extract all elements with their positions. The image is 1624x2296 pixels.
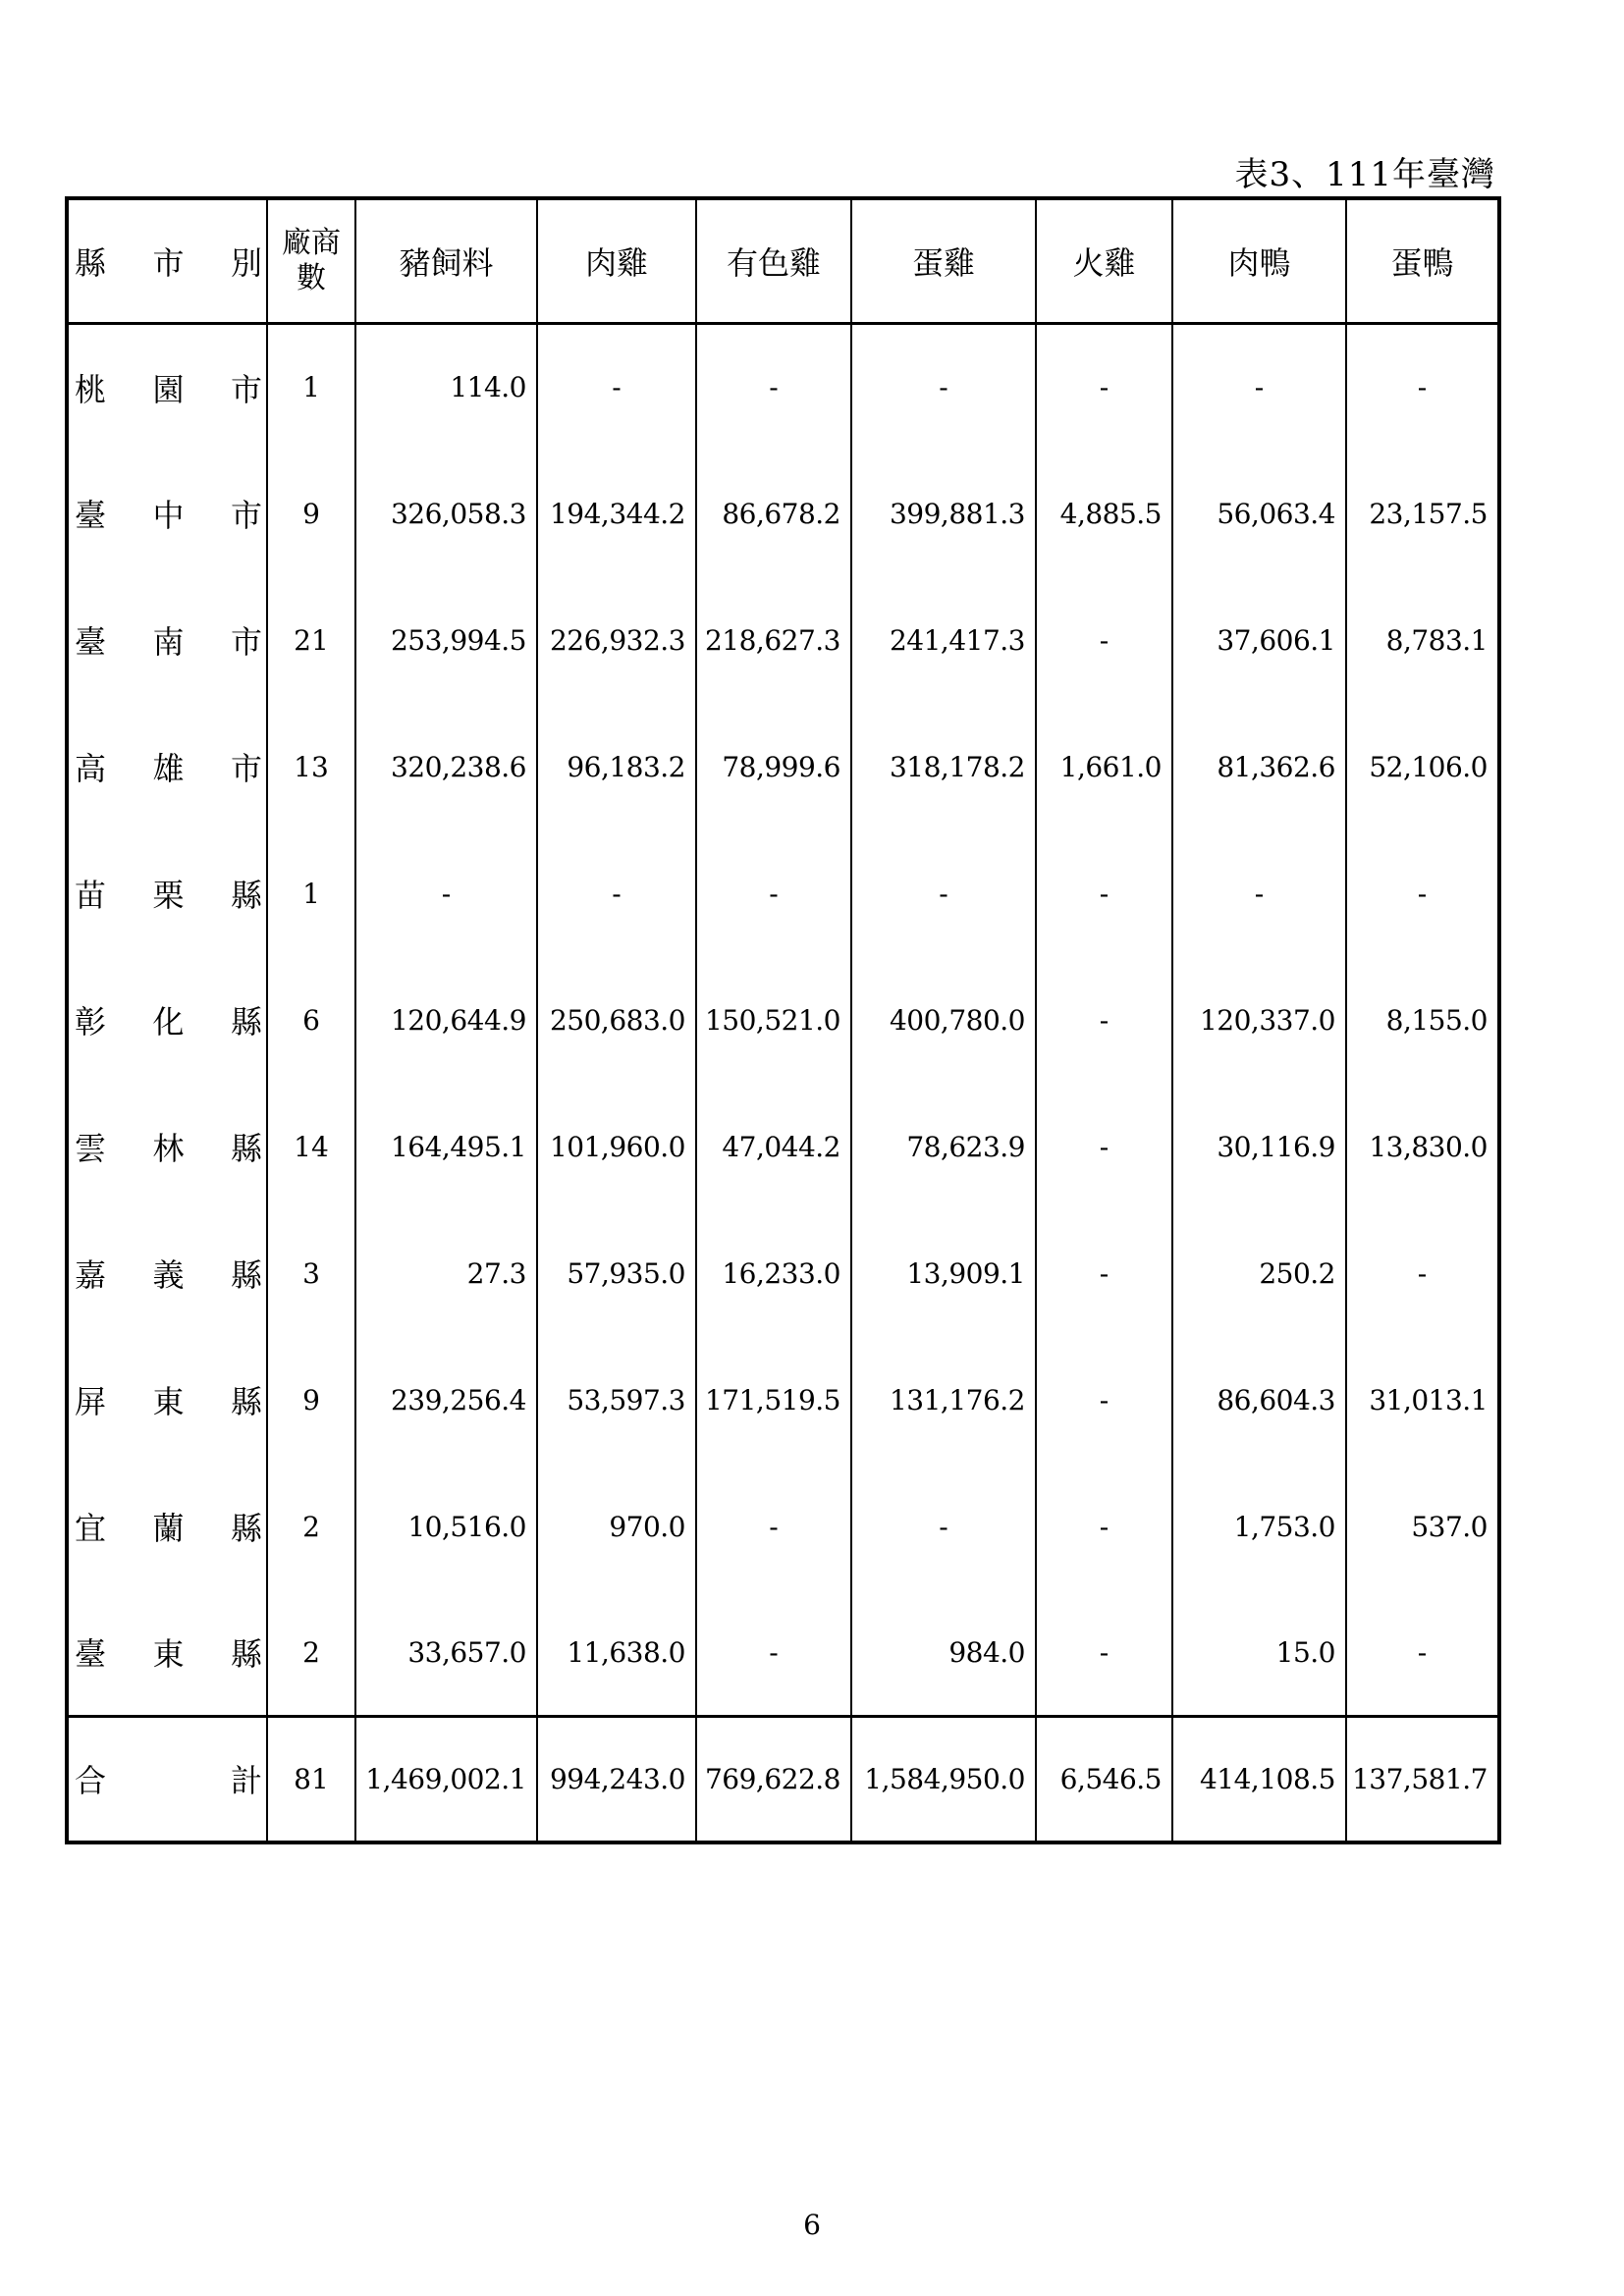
table-cell: - <box>1036 1210 1172 1337</box>
factory-count: 14 <box>267 1084 355 1210</box>
table-cell: 101,960.0 <box>537 1084 696 1210</box>
table-cell: - <box>1346 324 1499 451</box>
table-cell: 131,176.2 <box>851 1337 1036 1464</box>
table-title: 表3、111年臺灣 <box>1234 155 1495 194</box>
county-char: 臺 <box>75 1635 107 1674</box>
table-cell: - <box>1036 324 1172 451</box>
table-cell: 984.0 <box>851 1590 1036 1717</box>
table-cell: 1,753.0 <box>1172 1464 1346 1590</box>
table-cell: 226,932.3 <box>537 577 696 704</box>
table-cell: - <box>537 830 696 957</box>
county-char: 宜 <box>75 1510 107 1547</box>
table-cell: 194,344.2 <box>537 451 696 577</box>
county-char: 雲 <box>75 1130 107 1167</box>
table-cell: 218,627.3 <box>696 577 851 704</box>
table-cell: - <box>1036 1337 1172 1464</box>
county-header <box>67 198 267 324</box>
table-cell: - <box>1036 830 1172 957</box>
table-cell: 970.0 <box>537 1464 696 1590</box>
total-value: 1,469,002.1 <box>355 1717 537 1842</box>
county-char: 縣 <box>230 1003 262 1041</box>
county-char: 市 <box>230 497 262 534</box>
county-char: 東 <box>152 1383 185 1420</box>
table-cell: 400,780.0 <box>851 957 1036 1084</box>
table-cell: 537.0 <box>1346 1464 1499 1590</box>
county-name <box>67 704 267 830</box>
table-cell: - <box>1036 1590 1172 1717</box>
table-cell: 96,183.2 <box>537 704 696 830</box>
table-cell: 114.0 <box>355 324 537 451</box>
table-row <box>67 1210 1499 1337</box>
factory-count: 9 <box>267 1337 355 1464</box>
header-row <box>67 198 1499 324</box>
total-value: 137,581.7 <box>1346 1717 1499 1842</box>
factory-count: 9 <box>267 451 355 577</box>
table-cell: 27.3 <box>355 1210 537 1337</box>
county-char: 東 <box>152 1635 185 1674</box>
table-row <box>67 451 1499 577</box>
table-row <box>67 577 1499 704</box>
county-name <box>67 830 267 957</box>
table-cell: 15.0 <box>1172 1590 1346 1717</box>
county-header-char: 市 <box>152 244 185 282</box>
table-cell: 4,885.5 <box>1036 451 1172 577</box>
factory-count-header: 廠商數 <box>267 198 355 324</box>
column-header: 蛋鴨 <box>1346 198 1499 324</box>
column-header: 有色雞 <box>696 198 851 324</box>
county-char: 縣 <box>230 1256 262 1294</box>
county-char: 彰 <box>75 1003 107 1041</box>
table-row <box>67 1464 1499 1590</box>
county-char: 市 <box>230 370 262 408</box>
county-name <box>67 1590 267 1717</box>
county-name <box>67 1084 267 1210</box>
total-label-char: 合 <box>75 1762 107 1800</box>
table-cell: 120,644.9 <box>355 957 537 1084</box>
table-cell: 13,909.1 <box>851 1210 1036 1337</box>
table-cell: 320,238.6 <box>355 704 537 830</box>
county-char: 苗 <box>75 877 107 914</box>
table-cell: - <box>1172 324 1346 451</box>
factory-count: 3 <box>267 1210 355 1337</box>
table-cell: - <box>851 830 1036 957</box>
table-cell: 56,063.4 <box>1172 451 1346 577</box>
table-row <box>67 324 1499 451</box>
total-value: 994,243.0 <box>537 1717 696 1842</box>
factory-count: 6 <box>267 957 355 1084</box>
county-char: 栗 <box>152 877 185 914</box>
factory-count: 2 <box>267 1590 355 1717</box>
table-cell: - <box>355 830 537 957</box>
county-char: 園 <box>152 370 185 408</box>
total-factory-count: 81 <box>267 1717 355 1842</box>
table-row <box>67 1590 1499 1717</box>
column-header: 蛋雞 <box>851 198 1036 324</box>
county-char: 縣 <box>230 1130 262 1167</box>
county-name <box>67 451 267 577</box>
table-cell: - <box>537 324 696 451</box>
county-char: 縣 <box>230 877 262 914</box>
feed-production-table <box>65 196 1501 1844</box>
table-cell: 399,881.3 <box>851 451 1036 577</box>
table-cell: 164,495.1 <box>355 1084 537 1210</box>
total-value: 414,108.5 <box>1172 1717 1346 1842</box>
factory-count: 13 <box>267 704 355 830</box>
total-label-char: 計 <box>230 1762 262 1800</box>
county-char: 市 <box>230 750 262 787</box>
table-cell: 1,661.0 <box>1036 704 1172 830</box>
table-cell: 57,935.0 <box>537 1210 696 1337</box>
table-cell: 30,116.9 <box>1172 1084 1346 1210</box>
table-cell: - <box>696 1464 851 1590</box>
table-row <box>67 830 1499 957</box>
table-cell: - <box>1346 1210 1499 1337</box>
county-char: 高 <box>75 750 107 787</box>
table-cell: - <box>1036 1084 1172 1210</box>
factory-count: 2 <box>267 1464 355 1590</box>
county-name <box>67 324 267 451</box>
table-cell: 33,657.0 <box>355 1590 537 1717</box>
table-cell: 8,783.1 <box>1346 577 1499 704</box>
county-char: 中 <box>152 497 185 534</box>
county-char: 縣 <box>230 1635 262 1674</box>
county-char: 市 <box>230 623 262 661</box>
table-cell: 239,256.4 <box>355 1337 537 1464</box>
table-cell: 253,994.5 <box>355 577 537 704</box>
table-cell: 16,233.0 <box>696 1210 851 1337</box>
total-value: 769,622.8 <box>696 1717 851 1842</box>
table-cell: 318,178.2 <box>851 704 1036 830</box>
county-char: 南 <box>152 623 185 661</box>
table-cell: 10,516.0 <box>355 1464 537 1590</box>
table-cell: - <box>696 1590 851 1717</box>
table-cell: 47,044.2 <box>696 1084 851 1210</box>
table-cell: 250,683.0 <box>537 957 696 1084</box>
total-value: 6,546.5 <box>1036 1717 1172 1842</box>
county-char: 雄 <box>152 750 185 787</box>
table-cell: 120,337.0 <box>1172 957 1346 1084</box>
factory-count: 1 <box>267 830 355 957</box>
county-name <box>67 577 267 704</box>
county-char: 臺 <box>75 497 107 534</box>
county-char: 屏 <box>75 1383 107 1420</box>
table-cell: 150,521.0 <box>696 957 851 1084</box>
table-cell: - <box>1172 830 1346 957</box>
county-char: 義 <box>152 1256 185 1294</box>
county-char: 蘭 <box>152 1510 185 1547</box>
county-name <box>67 1337 267 1464</box>
table-cell: 23,157.5 <box>1346 451 1499 577</box>
table-cell: 78,999.6 <box>696 704 851 830</box>
table-row <box>67 1337 1499 1464</box>
table-cell: 326,058.3 <box>355 451 537 577</box>
county-char: 林 <box>152 1130 185 1167</box>
table-cell: 86,678.2 <box>696 451 851 577</box>
table-row <box>67 957 1499 1084</box>
total-value: 1,584,950.0 <box>851 1717 1036 1842</box>
table-cell: 241,417.3 <box>851 577 1036 704</box>
table-cell: 37,606.1 <box>1172 577 1346 704</box>
table-cell: 171,519.5 <box>696 1337 851 1464</box>
table-cell: 8,155.0 <box>1346 957 1499 1084</box>
county-name <box>67 957 267 1084</box>
county-char: 縣 <box>230 1510 262 1547</box>
table-cell: 78,623.9 <box>851 1084 1036 1210</box>
table-cell: - <box>1036 577 1172 704</box>
table-cell: 53,597.3 <box>537 1337 696 1464</box>
column-header: 豬飼料 <box>355 198 537 324</box>
county-char: 嘉 <box>75 1256 107 1294</box>
table-cell: - <box>696 830 851 957</box>
table-cell: - <box>1346 830 1499 957</box>
table-cell: 81,362.6 <box>1172 704 1346 830</box>
column-header: 火雞 <box>1036 198 1172 324</box>
table-cell: 250.2 <box>1172 1210 1346 1337</box>
total-label <box>67 1717 267 1842</box>
table-cell: - <box>1036 1464 1172 1590</box>
factory-count: 21 <box>267 577 355 704</box>
county-char: 化 <box>152 1003 185 1041</box>
table-cell: 31,013.1 <box>1346 1337 1499 1464</box>
county-header-char: 縣 <box>75 244 107 282</box>
table-cell: 11,638.0 <box>537 1590 696 1717</box>
column-header: 肉雞 <box>537 198 696 324</box>
total-row <box>67 1717 1499 1842</box>
table-cell: - <box>696 324 851 451</box>
table-row <box>67 1084 1499 1210</box>
county-name <box>67 1210 267 1337</box>
county-char: 桃 <box>75 370 107 408</box>
county-char: 臺 <box>75 623 107 661</box>
table-cell: 86,604.3 <box>1172 1337 1346 1464</box>
factory-count: 1 <box>267 324 355 451</box>
table-cell: - <box>851 324 1036 451</box>
county-char: 縣 <box>230 1383 262 1420</box>
county-header-char: 別 <box>230 244 262 282</box>
page-number: 6 <box>803 2209 821 2241</box>
table-cell: - <box>851 1464 1036 1590</box>
column-header: 肉鴨 <box>1172 198 1346 324</box>
table-cell: 13,830.0 <box>1346 1084 1499 1210</box>
table-cell: 52,106.0 <box>1346 704 1499 830</box>
table-cell: - <box>1036 957 1172 1084</box>
table-cell: - <box>1346 1590 1499 1717</box>
county-name <box>67 1464 267 1590</box>
table-row <box>67 704 1499 830</box>
